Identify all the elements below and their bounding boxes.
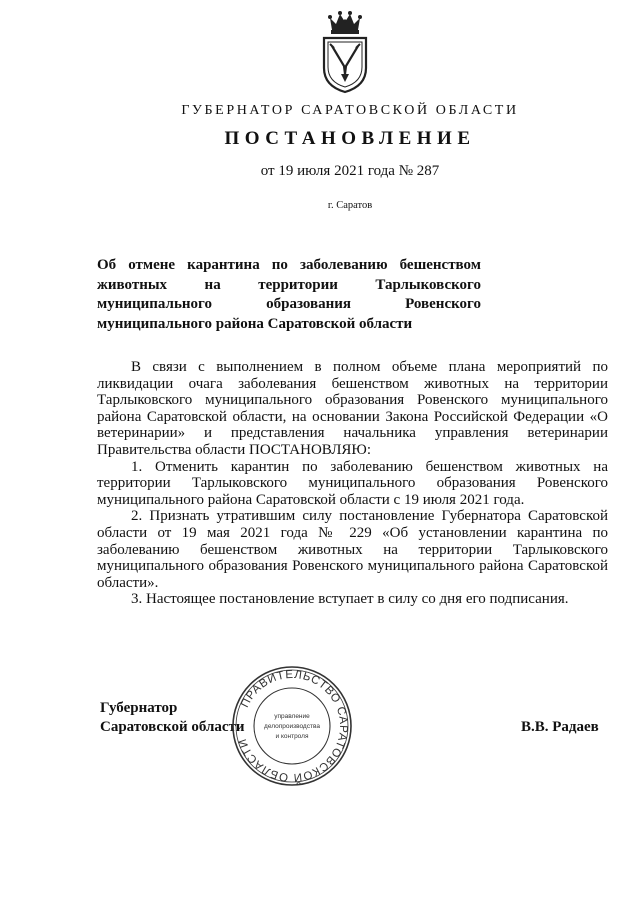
preamble-paragraph: В связи с выполнением в полном объеме плана мероприятий по ликвидации очага заболевания бешенством животных на территории Тарлыковского муниципального образования Ровенского муниципального района Саратовской области, на основании Закона Российской Федерации «О ветеринарии» и представления начальника управления ветеринарии Правительства области ПОСТАНОВЛЯЮ: — [97, 359, 608, 458]
stamp-inner-line2: делопроизводства — [264, 723, 320, 730]
official-stamp — [230, 664, 354, 788]
signatory-title-line2: Саратовской области — [100, 719, 245, 735]
document-title: Об отмене карантина по заболеванию бешенством животных на территории Тарлыковского муниципального образования Ровенского муниципального района Саратовской области — [97, 257, 481, 332]
issuing-authority: ГУБЕРНАТОР САРАТОВСКОЙ ОБЛАСТИ — [181, 103, 519, 118]
signatory-title — [100, 699, 245, 737]
stamp-inner-line1: управление — [274, 713, 310, 720]
document-type: ПОСТАНОВЛЕНИЕ — [224, 128, 476, 149]
clause-3: 3. Настоящее постановление вступает в силу со дня его подписания. — [131, 591, 569, 608]
document-body — [97, 359, 608, 608]
clause-2: 2. Признать утратившим силу постановление Губернатора Саратовской области от 19 мая 2021 года № 229 «Об установлении карантина по заболеванию бешенством животных на территории Тарлыковского муниципального образования Ровенского муниципального района Саратовской области». — [97, 508, 608, 591]
document-city: г. Саратов — [327, 200, 373, 211]
coat-of-arms-icon — [314, 10, 376, 94]
stamp-outer-text: ПРАВИТЕЛЬСТВО САРАТОВСКОЙ ОБЛАСТИ — [236, 668, 350, 784]
stamp-inner-line3: и контроля — [275, 733, 309, 740]
document-date-number: от 19 июля 2021 года № 287 — [260, 163, 440, 179]
signatory-name: В.В. Радаев — [521, 719, 599, 735]
clause-1: 1. Отменить карантин по заболеванию бешенством животных на территории Тарлыковского муниципального образования Ровенского муниципального района Саратовской области с 19 июля 2021 года. — [97, 458, 608, 508]
signatory-title-line1: Губернатор — [100, 700, 178, 716]
